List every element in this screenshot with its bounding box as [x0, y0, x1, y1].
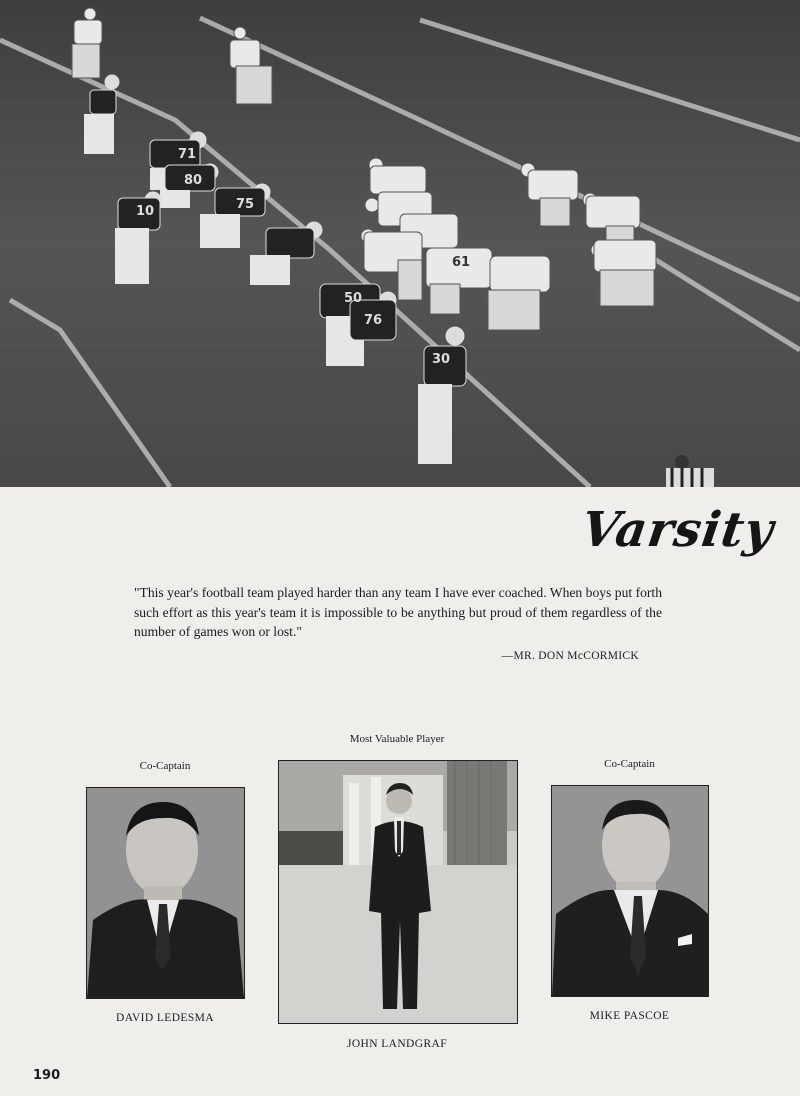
jersey-number: 76	[364, 313, 383, 328]
quote-attribution: —MR. DON McCORMICK	[501, 650, 639, 662]
jersey-number: 80	[184, 173, 203, 188]
coach-quote: "This year's football team played harder than any team I have ever coached. When boys put forth such effort as this year's team it is impossible to be anything but proud of them regardless of the number of games won or lost."	[134, 585, 662, 639]
football-game-photo	[0, 0, 800, 487]
right-player-name: MIKE PASCOE	[589, 1010, 670, 1022]
jersey-number: 50	[344, 291, 363, 306]
center-player-role: Most Valuable Player	[349, 733, 445, 745]
page-title: Varsity	[578, 502, 778, 558]
football-field-illustration	[0, 0, 800, 487]
page-number: 190	[33, 1068, 61, 1083]
left-player-name: DAVID LEDESMA	[116, 1012, 214, 1024]
jersey-number: 75	[236, 197, 255, 212]
portrait-david-ledesma	[86, 787, 245, 999]
center-player-name: JOHN LANDGRAF	[346, 1038, 448, 1050]
right-player-role: Co-Captain	[604, 758, 655, 770]
photo-john-landgraf	[278, 760, 518, 1024]
jersey-number: 30	[432, 352, 451, 367]
jersey-number: 10	[136, 204, 155, 219]
jersey-number: 71	[178, 147, 197, 162]
portrait-mike-pascoe	[551, 785, 709, 997]
jersey-number: 61	[452, 255, 471, 270]
player-light	[591, 240, 656, 306]
left-player-role: Co-Captain	[139, 760, 191, 772]
